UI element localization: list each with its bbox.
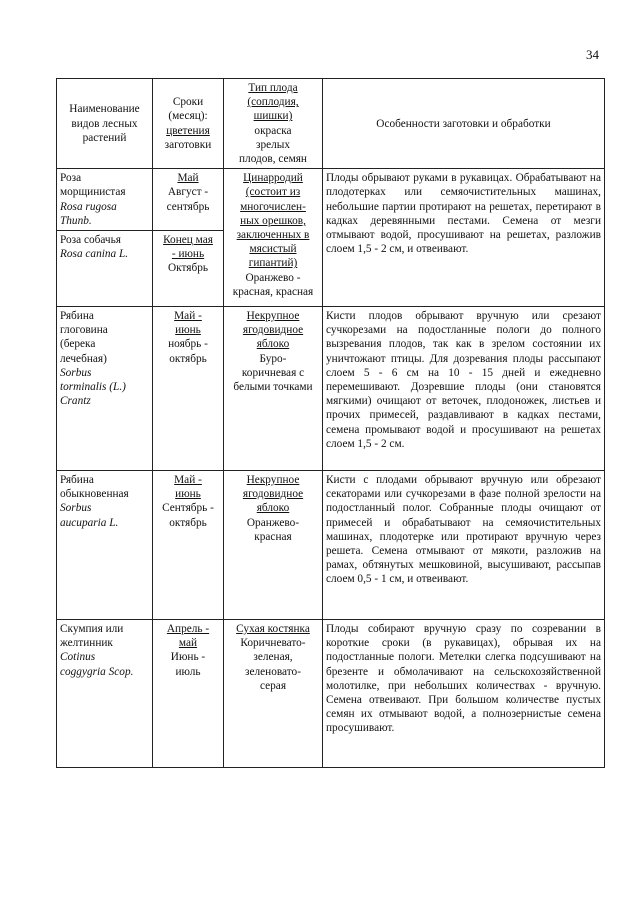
table-row xyxy=(57,169,605,231)
plant-name-cell: Роза собачья Rosa canina L. xyxy=(57,231,153,307)
harvest-table xyxy=(56,78,605,768)
processing-cell: Кисти с плодами обрывают вручную или обрезают секаторами или сучкорезами в фазе полной зрелости на подостланный полог. Собранные плоды очищают от примесей и обрабатывают на семяочистительных машинах, плодотерке или протирают вручную через решета. Семена отмывают от мякоти, разложив на рамах, обтянутых мешковиной, высушивают, рассыпав слоем 0,5 - 1 см, и отвеивают. xyxy=(323,471,605,620)
header-plant-name: Наименование видов лесных растений xyxy=(57,79,153,169)
fruit-type-cell: Цинарродий (состоит из многочислен- ных орешков, заключенных в мясистый гипантий) Оранжево - красная, красная xyxy=(224,169,323,307)
plant-name-cell: Скумпия или желтинник Cotinus coggygria Scop. xyxy=(57,620,153,768)
fruit-type-cell: Некрупное ягодовидное яблоко Буро- коричневая с белыми точками xyxy=(224,307,323,471)
header-fruit-type: Тип плода (соплодия, шишки) окраска зрелых плодов, семян xyxy=(224,79,323,169)
terms-cell: Май Август - сентябрь xyxy=(153,169,224,231)
table-row xyxy=(57,620,605,768)
terms-cell: Апрель - май Июнь - июль xyxy=(153,620,224,768)
table-row xyxy=(57,307,605,471)
table-row xyxy=(57,471,605,620)
table-header-row xyxy=(57,79,605,169)
fruit-type-cell: Сухая костянка Коричневато- зеленая, зеленовато- серая xyxy=(224,620,323,768)
fruit-type-cell: Некрупное ягодовидное яблоко Оранжево- красная xyxy=(224,471,323,620)
page-number: 34 xyxy=(586,47,599,62)
terms-cell: Май - июнь Сентябрь - октябрь xyxy=(153,471,224,620)
processing-cell: Плоды собирают вручную сразу по созревании в короткие сроки (в рукавицах), обрывая их на подостланные пологи. Метелки слегка подсушивают на брезенте и обмолачивают на сельскохозяйственной молотилке, при небольших количествах - вручную. Семена отвеивают. При большом количестве пустых семян их отмывают водой, а полнозернистые семена просушивают. xyxy=(323,620,605,768)
plant-name-cell: Рябина глоговина (берека лечебная) Sorbus torminalis (L.) Crantz xyxy=(57,307,153,471)
terms-cell: Май - июнь ноябрь - октябрь xyxy=(153,307,224,471)
plant-name-cell: Рябина обыкновенная Sorbus aucuparia L. xyxy=(57,471,153,620)
header-terms-harvest: заготовки xyxy=(164,138,212,151)
processing-cell: Плоды обрывают руками в рукавицах. Обрабатывают на плодотерках или семяочистительных машинах, небольшие партии протирают на решетах, перетирают в кадках деревянными пестами. Семена от мезги отмывают водой, просушивают на решетах, разложив слоем 1,5 - 2 см, и отвеивают. xyxy=(323,169,605,307)
terms-cell: Конец мая - июнь Октябрь xyxy=(153,231,224,307)
plant-name-cell: Роза морщинистая Rosa rugosa Thunb. xyxy=(57,169,153,231)
header-terms-flowering: цветения xyxy=(166,124,210,137)
processing-cell: Кисти плодов обрывают вручную или срезают сучкорезами на подостланные пологи до полного вызревания плодов, так как в зрелом состоянии их уничтожают птицы. Для дозревания плоды рассыпают слоем 5 - 6 см на 10 - 15 дней и ежедневно перемешивают. Дозревшие плоды (они становятся мягкими) очищают от веточек, плодоножек, листьев и прочих примесей, раздавливают в кадках пестами, семена промывают водой и просушивают на решетах слоем 1,5 - 2 см. xyxy=(323,307,605,471)
header-terms: Сроки (месяц): цветения заготовки xyxy=(153,79,224,169)
header-processing: Особенности заготовки и обработки xyxy=(323,79,605,169)
